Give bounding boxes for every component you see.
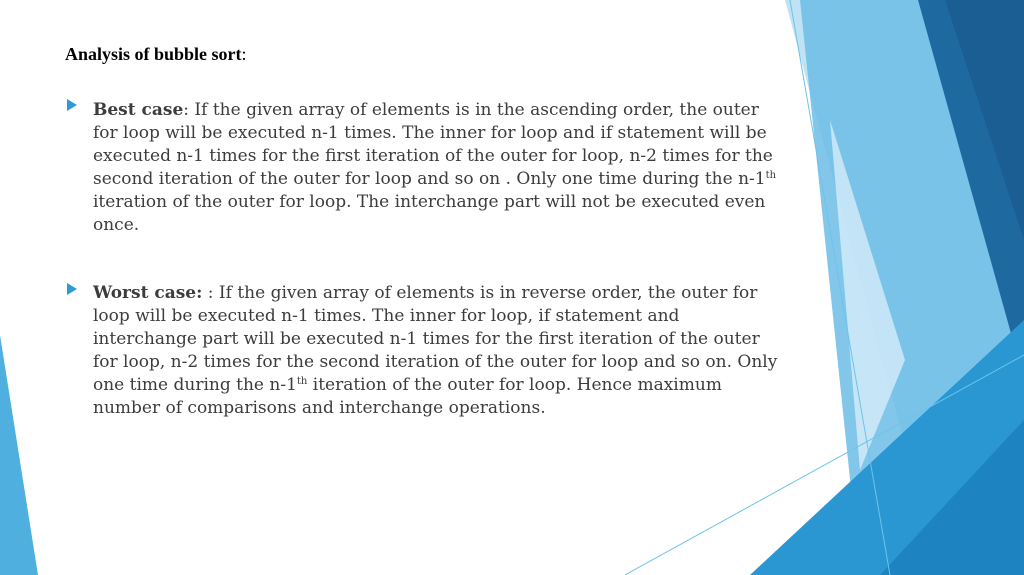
best-case-superscript: th xyxy=(765,170,777,181)
left-edge-triangle xyxy=(0,335,38,575)
worst-case-text-b: iteration of the outer for loop. Hence maximum number of comparisons and interchange operations. xyxy=(93,375,722,418)
bullet-arrow-icon xyxy=(67,99,77,111)
best-case-text-b: iteration of the outer for loop. The interchange part will not be executed even once. xyxy=(93,192,766,235)
best-case-label: Best case xyxy=(93,100,184,120)
best-case-text-a: : If the given array of elements is in the ascending order, the outer for loop will be executed n-1 times. The inner for loop and if statement will be executed n-1 times for the first iteration of the outer for loop, n-2 times for the second iteration of the outer for loop and so on . Only one time during the n-1 xyxy=(93,100,773,189)
worst-case-text-a: : If the given array of elements is in reverse order, the outer for loop will be executed n-1 times. The inner for loop, if statement and interchange part will be executed n-1 times for the first iteration of the outer for loop, n-2 times for the second iteration of the outer for loop and so on. Only one time during the n-1 xyxy=(93,283,778,395)
title-suffix: : xyxy=(241,44,247,64)
worst-case-paragraph xyxy=(93,282,783,420)
best-case-paragraph xyxy=(93,99,783,237)
slide-title xyxy=(65,44,247,65)
worst-case-label: Worst case: xyxy=(93,283,203,303)
worst-case-superscript: th xyxy=(296,376,308,387)
title-bold: Analysis of bubble sort xyxy=(65,44,242,64)
bullet-arrow-icon xyxy=(67,283,77,295)
